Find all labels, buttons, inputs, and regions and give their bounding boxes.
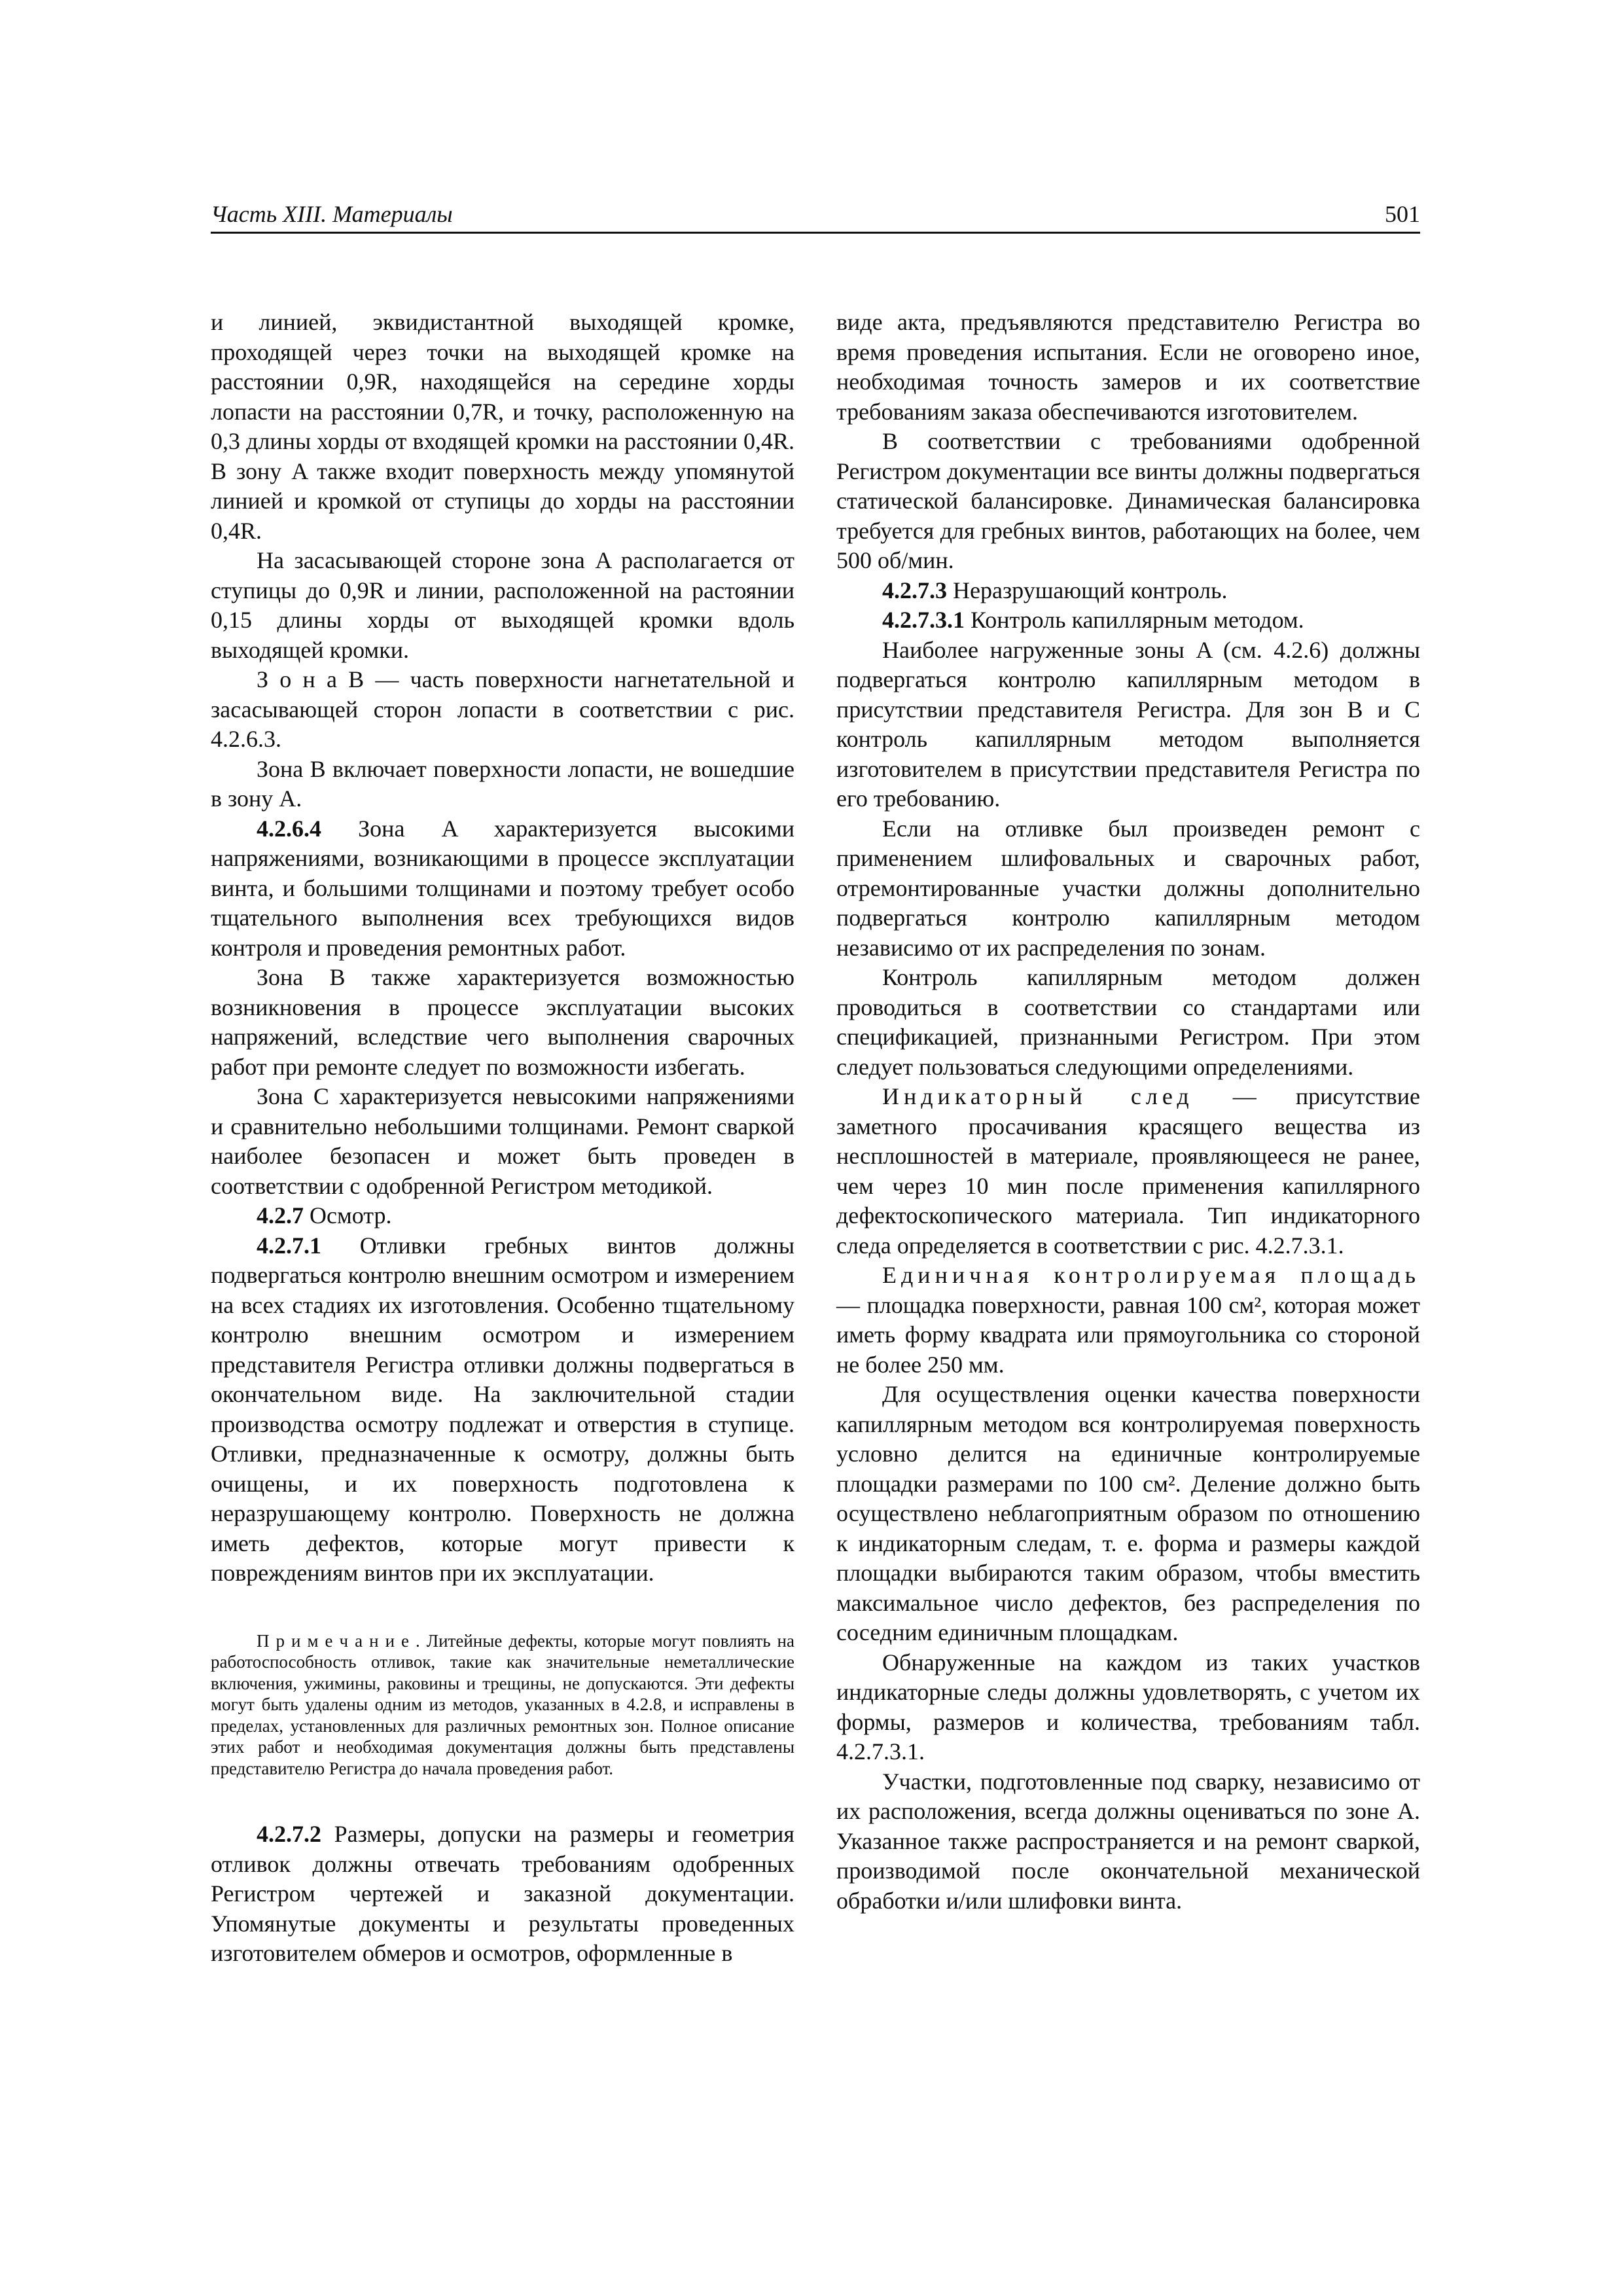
header-rule (211, 232, 1420, 234)
paragraph: Для осуществления оценки качества поверхности капиллярным методом вся контролируемая поверхность условно делится на единичные контролируемые площадки размерами по 100 см². Деление должно быть осуществлено неблагоприятным образом по отношению к индикаторным следам, т. е. форма и размеры каждой площадки выбираются таким образом, чтобы вместить максимальное число дефектов, без распределения по соседним единичным площадкам. (836, 1381, 1420, 1645)
term: З о н а B (257, 666, 365, 692)
section-number: 4.2.7 (257, 1202, 304, 1229)
paragraph: З о н а B — часть поверхности нагнетательной и засасывающей сторон лопасти в соответствии с рис. 4.2.6.3. (211, 666, 795, 752)
paragraph: Единичная контролируемая площадь — площадка поверхности, равная 100 см², которая может иметь форму квадрата или прямоугольника со стороной не более 250 мм. (836, 1262, 1420, 1378)
paragraph: Участки, подготовленные под сварку, независимо от их расположения, всегда должны оцениваться по зоне A. Указанное также распространяется и на ремонт сваркой, производимой после окончательной механической обработки и/или шлифовки винта. (836, 1768, 1420, 1914)
left-column (211, 308, 794, 1969)
note-text: Литейные дефекты, которые могут повлиять на работоспособность отливок, такие как значительные неметаллические включения, ужимины, раковины и трещины, не допускаются. Эти дефекты могут быть удалены одним из методов, указанных в 4.2.8, и исправлены в пределах, установленных для различных ремонтных зон. Полное описание этих работ и необходимая документация должны быть представлены представителю Регистра до начала проведения работ. (211, 1630, 794, 1778)
section-number: 4.2.7.2 (257, 1821, 321, 1847)
page-number: 501 (1385, 201, 1420, 227)
paragraph: Индикаторный след — присутствие заметного просачивания красящего вещества из несплошностей в материале, проявляющееся не ранее, чем через 10 мин после применения капиллярного дефектоскопического материала. Тип индикаторного следа определяется в соответствии с рис. 4.2.7.3.1. (836, 1083, 1420, 1259)
paragraph: Контроль капиллярным методом должен проводиться в соответствии со стандартами или спецификацией, признанными Регистром. При этом следует пользоваться следующими определениями. (836, 964, 1420, 1080)
paragraph: Зона B также характеризуется возможностью возникновения в процессе эксплуатации высоких напряжений, вследствие чего выполнения сварочных работ при ремонте следует по возможности избегать. (211, 964, 794, 1080)
note (211, 1630, 794, 1780)
term: Единичная контролируемая площадь (882, 1262, 1420, 1288)
page-header (211, 198, 1420, 232)
section-heading: 4.2.7 Осмотр. (257, 1202, 392, 1229)
paragraph: Наиболее нагруженные зоны A (см. 4.2.6) должны подвергаться контролю капиллярным методом в присутствии представителя Регистра. Для зон B и C контроль капиллярным методом выполняется изготовителем в присутствии представителя Регистра по его требованию. (836, 636, 1420, 812)
section-number: 4.2.6.4 (257, 815, 321, 842)
section-number: 4.2.7.1 (257, 1232, 321, 1259)
paragraph: виде акта, предъявляются представителю Регистра во время проведения испытания. Если не оговорено иное, необходимая точность замеров и их соответствие требованиям заказа обеспечиваются изготовителем. (836, 309, 1420, 425)
paragraph: 4.2.7.2 Размеры, допуски на размеры и геометрия отливок должны отвечать требованиям одобренных Регистром чертежей и заказной документации. Упомянутые документы и результаты проведенных изготовителем обмеров и осмотров, оформленные в (211, 1821, 794, 1966)
section-number: 4.2.7.3 (882, 577, 947, 603)
paragraph: Если на отливке был произведен ремонт с применением шлифовальных и сварочных работ, отремонтированные участки должны дополнительно подвергаться контролю капиллярным методом независимо от их распределения по зонам. (836, 815, 1420, 961)
section-heading: 4.2.7.3 Неразрушающий контроль. (882, 577, 1228, 603)
section-number: 4.2.7.3.1 (882, 607, 965, 633)
paragraph: и линией, эквидистантной выходящей кромке, проходящей через точки на выходящей кромке на расстоянии 0,9R, находящейся на середине хорды лопасти на расстоянии 0,7R, и точку, расположенную на 0,3 длины хорды от входящей кромки на расстоянии 0,4R. В зону A также входит поверхность между упомянутой линией и кромкой от ступицы до хорды на расстоянии 0,4R. (211, 309, 794, 544)
paragraph: Зона B включает поверхности лопасти, не вошедшие в зону A. (211, 755, 794, 812)
paragraph: Зона C характеризуется невысокими напряжениями и сравнительно небольшими толщинами. Ремонт сваркой наиболее безопасен и может быть проведен в соответствии с одобренной Регистром методикой. (211, 1083, 794, 1199)
paragraph: Обнаруженные на каждом из таких участков индикаторные следы должны удовлетворять, с учетом их формы, размеров и количества, требованиям табл. 4.2.7.3.1. (836, 1649, 1420, 1765)
paragraph: В соответствии с требованиями одобренной Регистром документации все винты должны подвергаться статической балансировке. Динамическая балансировка требуется для гребных винтов, работающих на более, чем 500 об/мин. (836, 428, 1420, 573)
term: Индикаторный след (882, 1083, 1194, 1109)
section-heading: 4.2.7.3.1 Контроль капиллярным методом. (882, 607, 1304, 633)
running-title: Часть XIII. Материалы (211, 201, 453, 227)
note-label: П р и м е ч а н и е . (257, 1630, 420, 1651)
paragraph: На засасывающей стороне зона A располагается от ступицы до 0,9R и линии, расположенной на растоянии 0,15 длины хорды от выходящей кромки вдоль выходящей кромки. (211, 547, 794, 663)
paragraph: 4.2.6.4 Зона A характеризуется высокими напряжениями, возникающими в процессе эксплуатации винта, и большими толщинами и поэтому требует особо тщательного выполнения всех требующихся видов контроля и проведения ремонтных работ. (211, 815, 794, 961)
paragraph: 4.2.7.1 Отливки гребных винтов должны подвергаться контролю внешним осмотром и измерением на всех стадиях их изготовления. Особенно тщательному контролю внешним осмотром и измерением представителя Регистра отливки должны подвергаться в окончательном виде. На заключительной стадии производства осмотру подлежат и отверстия в ступице. Отливки, предназначенные к осмотру, должны быть очищены, и их поверхность подготовлена к неразрушающему контролю. Поверхность не должна иметь дефектов, которые могут привести к повреждениям винтов при их эксплуатации. (211, 1232, 794, 1586)
right-column (836, 308, 1420, 1916)
